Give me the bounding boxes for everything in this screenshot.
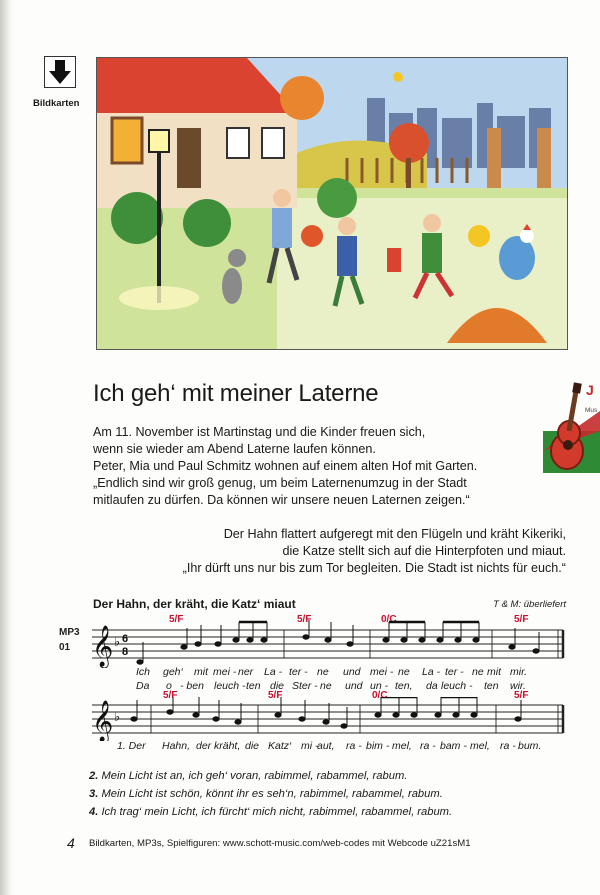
lyric-syllable: ten [246,680,261,692]
verse-line [89,806,452,818]
song-page-title: Ich geh‘ mit meiner Laterne [93,380,379,407]
svg-text:𝄞: 𝄞 [92,700,114,741]
intro2-line: „Ihr dürft uns nur bis zum Tor begleiten. Die Stadt ist nichts für euch.“ [182,561,566,575]
verse-text: Mein Licht ist schön, könnt ihr es seh‘n, rabimmel, rabammel, rabum. [101,788,443,800]
lyric-syllable: mei - [370,666,394,678]
verse-text: Mein Licht ist an, ich geh‘ voran, rabimmel, rabammel, rabum. [101,770,408,782]
lyric-syllable: ter - [289,666,308,678]
lyric-syllable: ten [484,680,499,692]
svg-text:8: 8 [122,646,129,658]
music-staff-1 [88,620,568,668]
lyric-syllable: Katz‘ [268,740,292,752]
chord-symbol: 5/F [163,690,178,701]
lyric-syllable: ra - [346,740,362,752]
intro-line: Peter, Mia und Paul Schmitz wohnen auf einem alten Hof mit Garten. [93,459,478,473]
mp3-track-number[interactable]: 01 [59,642,71,653]
lyric-syllable: der [196,740,212,752]
lyric-syllable: - ben [180,680,204,692]
verse-text: Ich trag‘ mein Licht, ich fürcht‘ mich nicht, rabimmel, rabammel, rabum. [101,806,453,818]
intro-line: Am 11. November ist Martinstag und die Kinder freuen sich, [93,425,426,439]
guitar-label: Mus [585,407,598,414]
chord-symbol: 5/F [268,690,283,701]
lyric-syllable: geh‘ [163,666,183,678]
svg-text:J: J [586,382,594,398]
chord-symbol: 5/F [169,614,184,625]
lyric-syllable: bim - [366,740,390,752]
lyric-syllable: Hahn, [162,740,191,752]
verse-number: 3. [89,788,99,800]
lyric-syllable: ne [472,666,484,678]
lyric-syllable: ne [320,680,332,692]
lyric-syllable: ra - [420,740,436,752]
lyric-syllable: Ich [136,666,151,678]
lyric-syllable: ne [398,666,410,678]
verse-line [89,770,407,782]
lyric-syllable: die [270,680,285,692]
chord-symbol: 0/C [381,614,397,625]
intro-line: mitlaufen zu dürfen. Da können wir unsere neuen Laternen zeigen.“ [93,493,470,507]
lyric-syllable: mel, [470,740,490,752]
lyric-syllable: kräht, [214,740,241,752]
verse-number: 2. [89,770,99,782]
download-arrow-icon[interactable] [44,56,76,88]
svg-text:6: 6 [122,633,129,645]
lyric-syllable: ten, [395,680,413,692]
guitar-icon[interactable] [539,381,600,473]
song-credit: T & M: überliefert [493,599,566,610]
svg-text:♭: ♭ [114,709,121,724]
lyric-syllable: leuch - [214,680,246,692]
verse-line [89,788,443,800]
lyric-syllable: bum. [518,740,542,752]
lyric-syllable: mit [194,666,208,678]
song-title: Der Hahn, der kräht, die Katz‘ miaut [93,597,296,611]
lyric-syllable: Da [136,680,150,692]
page-gutter-shadow [0,0,14,895]
lyric-syllable: 1. Der [117,740,146,752]
chord-symbol: 0/C [372,690,388,701]
lyric-syllable: mel, [392,740,412,752]
svg-text:𝄞: 𝄞 [92,625,114,666]
chord-symbol: 5/F [514,614,529,625]
lyric-syllable: und [345,680,363,692]
lyric-syllable: un - [370,680,389,692]
lyric-syllable: da [426,680,438,692]
lyric-syllable: und [343,666,361,678]
lyric-syllable: o [166,680,172,692]
footer-web-codes[interactable]: Bildkarten, MP3s, Spielfiguren: www.schott-music.com/web-codes mit Webcode uZ21sM1 [89,838,471,849]
chord-symbol: 5/F [297,614,312,625]
lyric-syllable: ra - [500,740,516,752]
lyric-syllable: die [245,740,260,752]
martinstag-illustration [96,57,568,350]
verse-number: 4. [89,806,99,818]
lyric-syllable: ter - [445,666,464,678]
lyric-syllable: mi - [301,740,319,752]
bildkarten-label: Bildkarten [33,98,80,109]
lyric-syllable: Ster - [292,680,318,692]
lyric-syllable: La - [264,666,283,678]
lyric-syllable: mit [487,666,501,678]
intro-line: wenn sie wieder am Abend Laterne laufen können. [93,442,376,456]
lyric-syllable: mir. [510,666,528,678]
intro2-line: Der Hahn flattert aufgeregt mit den Flügeln und kräht Kikeriki, [223,527,566,541]
intro-line: „Endlich sind wir groß genug, um beim Laternenumzug in der Stadt [93,476,467,490]
lyric-syllable: ne [317,666,329,678]
lyric-syllable: bam - [440,740,467,752]
chord-symbol: 5/F [514,690,529,701]
lyric-syllable: La - [422,666,441,678]
mp3-label[interactable]: MP3 [59,627,80,638]
lyric-syllable: leuch - [441,680,473,692]
svg-text:♭: ♭ [114,634,121,649]
page-number: 4 [67,835,75,851]
lyric-syllable: ner [238,666,254,678]
intro2-line: die Katze stellt sich auf die Hinterpfoten und miaut. [282,544,566,558]
music-staff-2 [88,697,568,741]
lyric-syllable: aut, [317,740,335,752]
lyric-syllable: wir. [510,680,526,692]
lyric-syllable: mei - [213,666,237,678]
